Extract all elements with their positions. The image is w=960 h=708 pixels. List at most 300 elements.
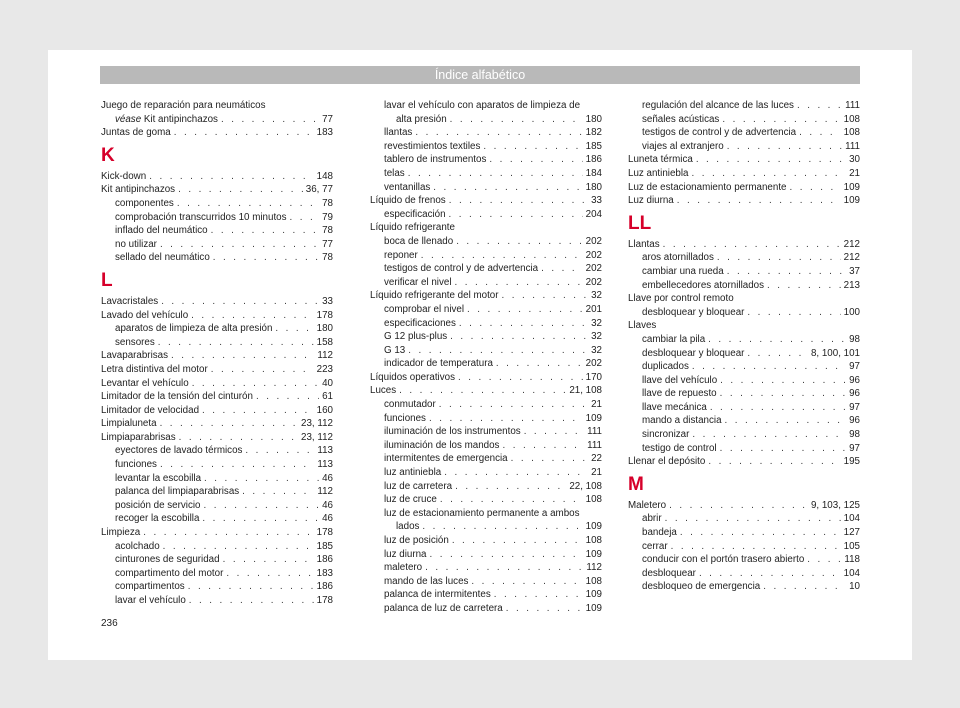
index-entry <box>370 221 602 235</box>
dot-leader <box>429 548 582 562</box>
page-reference: 127 <box>843 527 860 539</box>
dot-leader <box>450 113 583 127</box>
page-reference: 105 <box>843 540 860 552</box>
page-reference: 108 <box>843 127 860 139</box>
entry-text: desbloquear y bloquear <box>642 306 745 318</box>
index-subentry <box>101 211 333 225</box>
entry-text: Kick-down <box>101 170 147 182</box>
dot-leader <box>699 567 841 581</box>
dot-leader <box>459 317 588 331</box>
dot-leader <box>717 251 841 265</box>
index-entry <box>628 319 860 333</box>
dot-leader <box>790 181 841 195</box>
page-reference: 186 <box>585 154 602 166</box>
dot-leader <box>452 534 583 548</box>
index-column-1 <box>101 99 333 608</box>
index-entry <box>101 99 333 113</box>
entry-text: cambiar una rueda <box>642 265 724 277</box>
dot-leader <box>242 485 314 499</box>
entry-text: viajes al extranjero <box>642 140 724 152</box>
entry-text: lavar el vehículo <box>115 595 186 606</box>
dot-leader <box>680 526 841 540</box>
index-entry <box>101 126 333 140</box>
index-subentry <box>370 534 602 548</box>
page-reference: 180 <box>585 113 602 125</box>
page-reference: 109 <box>585 521 602 533</box>
dot-leader <box>747 306 840 320</box>
page-reference: 109 <box>843 181 860 193</box>
index-entry <box>628 292 860 306</box>
entry-text: revestimientos textiles <box>384 140 481 152</box>
entry-text: desbloquear y bloquear <box>642 347 745 359</box>
dot-leader <box>422 520 582 534</box>
entry-text: Llantas <box>628 238 660 250</box>
page-reference: 21, 108 <box>569 385 602 397</box>
dot-leader <box>163 540 314 554</box>
entry-text: iluminación de los mandos <box>384 439 500 451</box>
index-entry <box>628 455 860 469</box>
dot-leader <box>708 333 846 347</box>
page-reference: 32 <box>591 331 602 343</box>
page-reference: 32 <box>591 344 602 356</box>
page-reference: 183 <box>316 567 333 579</box>
dot-leader <box>502 439 584 453</box>
index-entry <box>370 289 602 303</box>
page-reference: 36, 77 <box>305 184 333 196</box>
page-reference: 111 <box>845 140 860 152</box>
page-reference: 186 <box>316 581 333 593</box>
index-subentry <box>101 580 333 594</box>
dot-leader <box>245 444 314 458</box>
index-entry <box>101 295 333 309</box>
page-reference: 202 <box>585 235 602 247</box>
index-subentry <box>628 360 860 374</box>
section-letter: LL <box>628 212 652 234</box>
page-reference: 9, 103, 125 <box>810 499 860 511</box>
page-reference: 202 <box>585 263 602 275</box>
dot-leader <box>691 167 846 181</box>
page-reference: 178 <box>316 309 333 321</box>
page-reference: 33 <box>322 295 333 307</box>
page-reference: 202 <box>585 358 602 370</box>
entry-text: reponer <box>384 249 418 261</box>
index-entry <box>101 309 333 323</box>
entry-text: Llave por control remoto <box>628 293 734 305</box>
index-subentry <box>628 347 860 361</box>
dot-leader <box>223 553 314 567</box>
page-reference: 100 <box>843 306 860 318</box>
dot-leader <box>188 580 314 594</box>
index-subentry <box>101 444 333 458</box>
index-subentry <box>628 414 860 428</box>
index-subentry <box>101 224 333 238</box>
index-subentry <box>628 374 860 388</box>
page-reference: 79 <box>322 211 333 223</box>
entry-text: desbloquear <box>642 567 696 579</box>
index-subentry <box>370 262 602 276</box>
dot-leader <box>710 401 846 415</box>
index-entry <box>370 371 602 385</box>
page-reference: 97 <box>849 361 860 373</box>
dot-leader <box>455 276 583 290</box>
entry-text: iluminación de los instrumentos <box>384 426 521 438</box>
entry-text: bandeja <box>642 527 677 539</box>
index-entry <box>101 417 333 431</box>
entry-text: lados <box>396 521 420 533</box>
index-subentry <box>370 317 602 331</box>
page-reference: 111 <box>587 439 602 451</box>
page-reference: 97 <box>849 401 860 413</box>
entry-text: desbloqueo de emergencia <box>642 581 761 593</box>
dot-leader <box>696 153 846 167</box>
index-subentry <box>101 197 333 211</box>
entry-text: embellecedores atornillados <box>642 279 764 291</box>
entry-text: Llaves <box>628 320 657 332</box>
index-entry <box>628 167 860 181</box>
dot-leader <box>677 194 841 208</box>
entry-text: Limpieza <box>101 527 141 539</box>
dot-leader <box>439 398 588 412</box>
entry-text: Juntas de goma <box>101 127 171 139</box>
index-entry <box>628 181 860 195</box>
entry-text: luz antiniebla <box>384 467 442 479</box>
dot-leader <box>399 384 566 398</box>
entry-text: palanca de luz de carretera <box>384 602 503 614</box>
page-reference: 22, 108 <box>569 480 602 492</box>
page-reference: 8, 100, 101 <box>810 347 860 359</box>
page-reference: 32 <box>591 290 602 302</box>
index-subentry <box>370 507 602 521</box>
page-number: 236 <box>101 618 118 629</box>
entry-text: luz de carretera <box>384 480 453 492</box>
section-letter: K <box>101 144 115 166</box>
dot-leader <box>665 512 841 526</box>
entry-text: funciones <box>115 459 157 471</box>
entry-text: sellado del neumático <box>115 252 210 264</box>
page-reference: 212 <box>843 238 860 250</box>
index-subentry <box>628 512 860 526</box>
entry-text: comprobar el nivel <box>384 303 465 315</box>
index-subentry <box>370 452 602 466</box>
dot-leader <box>221 113 319 127</box>
dot-leader <box>408 344 588 358</box>
dot-leader <box>489 153 582 167</box>
dot-leader <box>226 567 313 581</box>
page-reference: 170 <box>585 371 602 383</box>
dot-leader <box>483 140 582 154</box>
index-entry <box>101 377 333 391</box>
dot-leader <box>692 360 846 374</box>
entry-text: llave de repuesto <box>642 388 717 400</box>
index-entry <box>101 390 333 404</box>
entry-text: luz diurna <box>384 548 427 560</box>
index-subentry <box>370 466 602 480</box>
index-entry <box>101 170 333 184</box>
index-subentry <box>101 113 333 127</box>
page-reference: 201 <box>585 303 602 315</box>
page-header: Índice alfabético <box>100 66 860 84</box>
index-entry <box>101 526 333 540</box>
dot-leader <box>799 126 841 140</box>
entry-text: Luz antiniebla <box>628 167 689 179</box>
index-subentry <box>370 520 602 534</box>
page-reference: 109 <box>843 195 860 207</box>
index-subentry <box>370 425 602 439</box>
dot-leader <box>720 374 846 388</box>
index-subentry <box>370 249 602 263</box>
entry-text: luz de estacionamiento permanente a ambos <box>384 507 580 519</box>
entry-text: cinturones de seguridad <box>115 554 220 566</box>
index-subentry <box>370 344 602 358</box>
index-subentry <box>101 458 333 472</box>
index-subentry <box>628 442 860 456</box>
entry-text: cambiar la pila <box>642 333 706 345</box>
entry-text: mando a distancia <box>642 415 722 427</box>
index-subentry <box>370 235 602 249</box>
page-reference: 213 <box>843 279 860 291</box>
index-subentry <box>628 140 860 154</box>
index-subentry <box>628 401 860 415</box>
dot-leader <box>160 458 314 472</box>
page-reference: 202 <box>585 276 602 288</box>
index-subentry <box>628 279 860 293</box>
dot-leader <box>290 211 320 225</box>
dot-leader <box>663 238 841 252</box>
index-subentry <box>370 126 602 140</box>
page-reference: 21 <box>591 399 602 411</box>
page-reference: 178 <box>316 527 333 539</box>
index-subentry <box>101 540 333 554</box>
dot-leader <box>177 197 319 211</box>
entry-text: Líquido refrigerante <box>370 222 455 234</box>
index-subentry <box>101 336 333 350</box>
entry-text: boca de llenado <box>384 235 454 247</box>
dot-leader <box>449 208 583 222</box>
index-subentry <box>370 140 602 154</box>
page-reference: 113 <box>317 459 333 471</box>
page-reference: 178 <box>316 595 333 606</box>
index-entry <box>101 363 333 377</box>
index-subentry <box>628 333 860 347</box>
index-entry <box>101 349 333 363</box>
index-subentry <box>370 602 602 616</box>
index-subentry <box>628 540 860 554</box>
dot-leader <box>797 99 842 113</box>
index-subentry <box>370 548 602 562</box>
entry-text: intermitentes de emergencia <box>384 453 508 465</box>
index-subentry <box>370 439 602 453</box>
entry-text: telas <box>384 167 405 179</box>
see-reference <box>115 113 218 127</box>
page-reference: 46 <box>322 513 333 525</box>
dot-leader <box>807 553 841 567</box>
page-reference: 104 <box>843 513 860 525</box>
index-subentry <box>370 357 602 371</box>
dot-leader <box>502 289 589 303</box>
dot-leader <box>467 303 583 317</box>
dot-leader <box>456 235 582 249</box>
dot-leader <box>727 140 842 154</box>
dot-leader <box>506 602 583 616</box>
dot-leader <box>727 265 846 279</box>
index-subentry <box>101 322 333 336</box>
dot-leader <box>178 183 303 197</box>
entry-text: compartimento del motor <box>115 567 224 579</box>
entry-text: conducir con el portón trasero abierto <box>642 554 805 566</box>
index-subentry <box>370 276 602 290</box>
dot-leader <box>708 455 840 469</box>
entry-text: posición de servicio <box>115 499 201 511</box>
dot-leader <box>415 126 582 140</box>
page-reference: 104 <box>843 567 860 579</box>
page-reference: 77 <box>322 238 333 250</box>
dot-leader <box>692 428 846 442</box>
dot-leader <box>524 425 584 439</box>
page-reference: 109 <box>585 602 602 614</box>
entry-text: regulación del alcance de las luces <box>642 100 794 111</box>
index-subentry <box>370 398 602 412</box>
dot-leader <box>455 480 566 494</box>
entry-text: testigo de control <box>642 442 717 454</box>
entry-text: Luz diurna <box>628 195 674 207</box>
entry-text: duplicados <box>642 361 689 373</box>
entry-text: sensores <box>115 336 155 348</box>
page-reference: 22 <box>591 453 602 465</box>
index-subentry <box>628 553 860 567</box>
section-letter: L <box>101 269 113 291</box>
entry-text: Líquido de frenos <box>370 195 446 207</box>
dot-leader <box>160 417 298 431</box>
page-reference: 111 <box>845 100 860 111</box>
page-reference: 182 <box>585 127 602 139</box>
dot-leader <box>767 279 841 293</box>
entry-text: eyectores de lavado térmicos <box>115 445 243 457</box>
index-entry <box>370 194 602 208</box>
page-reference: 46 <box>322 499 333 511</box>
page-reference: 185 <box>316 540 333 552</box>
index-subentry <box>370 181 602 195</box>
page-reference: 186 <box>316 554 333 566</box>
page-reference: 204 <box>585 208 602 220</box>
index-subentry <box>370 480 602 494</box>
entry-text: llave mecánica <box>642 401 707 413</box>
entry-text: Líquido refrigerante del motor <box>370 290 499 302</box>
dot-leader <box>149 170 313 184</box>
page-reference: 96 <box>849 388 860 400</box>
entry-text: Kit antipinchazos <box>101 184 176 196</box>
entry-text: Kit antipinchazos <box>141 113 218 125</box>
dot-leader <box>458 371 583 385</box>
dot-leader <box>275 322 313 336</box>
dot-leader <box>158 336 314 350</box>
page-reference: 98 <box>849 333 860 345</box>
index-subentry <box>370 99 602 113</box>
page-reference: 77 <box>322 113 333 125</box>
index-subentry <box>628 126 860 140</box>
page-reference: 21 <box>849 167 860 179</box>
dot-leader <box>192 377 319 391</box>
dot-leader <box>429 412 583 426</box>
index-entry <box>101 431 333 445</box>
section-letter: M <box>628 473 644 495</box>
entry-text: luz de cruce <box>384 494 437 506</box>
index-subentry <box>101 512 333 526</box>
entry-text: Limpiaparabrisas <box>101 431 176 443</box>
page-reference: 46 <box>322 472 333 484</box>
entry-text: aros atornillados <box>642 252 714 264</box>
entry-text: cerrar <box>642 540 668 552</box>
entry-text: Luces <box>370 385 397 397</box>
index-entry <box>101 404 333 418</box>
entry-text: sincronizar <box>642 429 690 441</box>
page-reference: 108 <box>843 113 860 125</box>
entry-text: Limitador de la tensión del cinturón <box>101 391 253 403</box>
dot-leader <box>191 309 313 323</box>
index-subentry <box>628 526 860 540</box>
index-subentry <box>370 561 602 575</box>
dot-leader <box>213 251 319 265</box>
entry-text: inflado del neumático <box>115 225 208 237</box>
dot-leader <box>408 167 583 181</box>
dot-leader <box>763 580 846 594</box>
page-reference: 180 <box>316 323 333 335</box>
entry-text: Luneta térmica <box>628 154 693 166</box>
page-reference: 109 <box>585 548 602 560</box>
index-subentry <box>101 485 333 499</box>
entry-text: Luz de estacionamiento permanente <box>628 181 787 193</box>
page-reference: 202 <box>585 249 602 261</box>
page-reference: 109 <box>585 589 602 601</box>
page-reference: 223 <box>316 363 333 375</box>
dot-leader <box>160 238 319 252</box>
page-reference: 96 <box>849 415 860 427</box>
dot-leader <box>204 472 319 486</box>
index-subentry <box>370 412 602 426</box>
page-reference: 113 <box>317 445 333 457</box>
index-column-3 <box>628 99 860 594</box>
index-subentry <box>628 580 860 594</box>
dot-leader <box>421 249 583 263</box>
index-subentry <box>628 387 860 401</box>
page-reference: 158 <box>316 336 333 348</box>
entry-text: Juego de reparación para neumáticos <box>101 100 266 111</box>
dot-leader <box>425 561 583 575</box>
entry-text: Letra distintiva del motor <box>101 363 208 375</box>
entry-text: tablero de instrumentos <box>384 154 487 166</box>
entry-text: especificaciones <box>384 317 456 329</box>
entry-text: testigos de control y de advertencia <box>642 127 797 139</box>
index-subentry <box>101 472 333 486</box>
entry-text: G 13 <box>384 344 406 356</box>
dot-leader <box>256 390 319 404</box>
dot-leader <box>496 357 583 371</box>
entry-text: Lavacristales <box>101 295 159 307</box>
entry-text: Lavado del vehículo <box>101 309 189 321</box>
index-subentry <box>628 265 860 279</box>
index-subentry <box>628 113 860 127</box>
index-subentry <box>101 594 333 608</box>
dot-leader <box>204 499 320 513</box>
dot-leader <box>747 347 808 361</box>
page-reference: 212 <box>843 252 860 264</box>
entry-text: lavar el vehículo con aparatos de limpieza de <box>384 100 581 111</box>
dot-leader <box>440 493 583 507</box>
index-subentry <box>370 153 602 167</box>
entry-text: testigos de control y de advertencia <box>384 263 539 275</box>
page-reference: 61 <box>322 391 333 403</box>
page-reference: 183 <box>316 127 333 139</box>
entry-text: recoger la escobilla <box>115 513 200 525</box>
